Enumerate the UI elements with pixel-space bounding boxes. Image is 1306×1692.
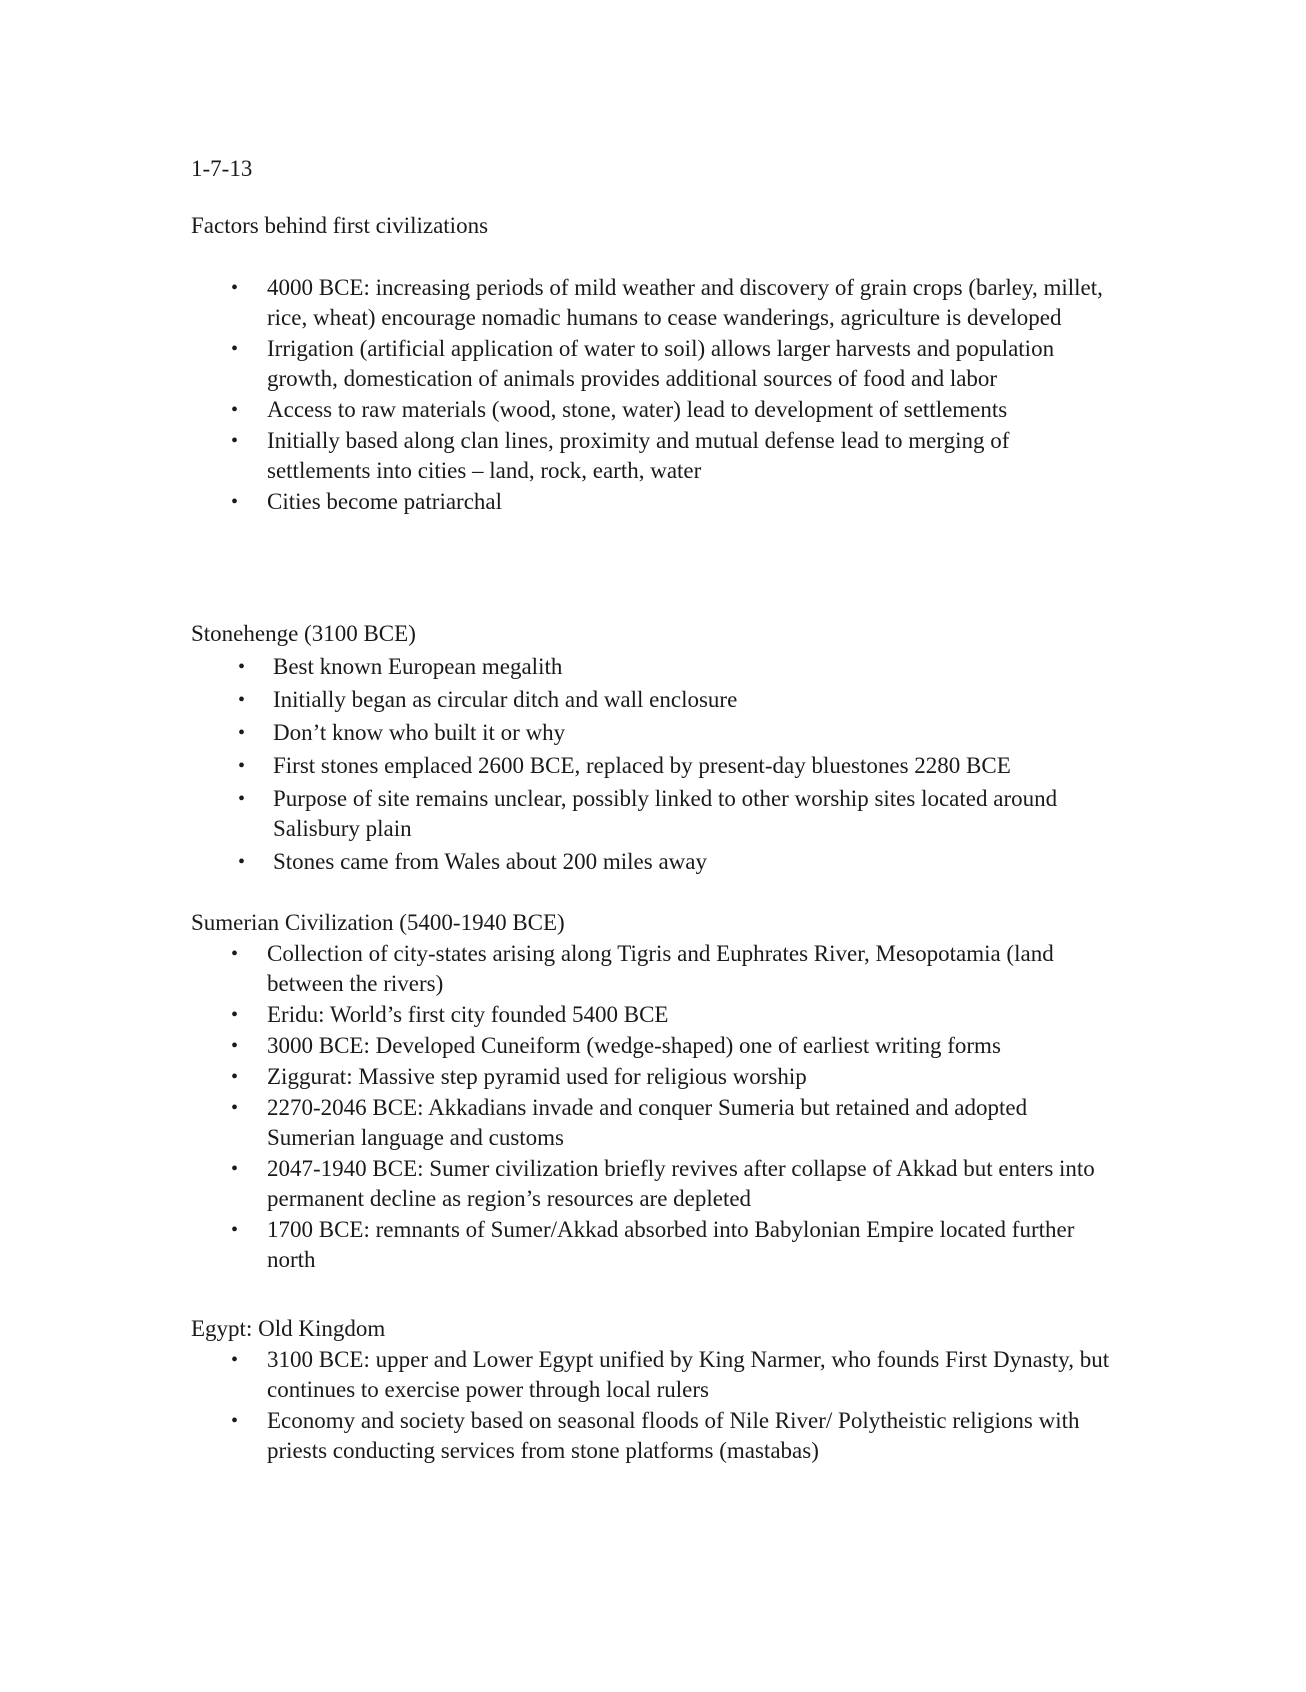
bullet-icon: • bbox=[238, 788, 246, 810]
bullet-icon: • bbox=[231, 1158, 239, 1180]
list-item bbox=[191, 487, 1111, 517]
list-item bbox=[191, 652, 1111, 682]
bullet-icon: • bbox=[231, 1004, 239, 1026]
list-item bbox=[191, 1345, 1111, 1405]
list-item bbox=[191, 784, 1111, 844]
bullet-list bbox=[191, 652, 1111, 877]
bullet-list bbox=[191, 273, 1111, 517]
list-item bbox=[191, 426, 1111, 486]
list-item bbox=[191, 334, 1111, 394]
list-item-text: Stones came from Wales about 200 miles away bbox=[273, 849, 707, 874]
bullet-icon: • bbox=[231, 1066, 239, 1088]
list-item-text: Purpose of site remains unclear, possibly linked to other worship sites located around Salisbury plain bbox=[273, 786, 1058, 841]
list-item bbox=[191, 1406, 1111, 1466]
bullet-icon: • bbox=[231, 1349, 239, 1371]
list-item-text: Irrigation (artificial application of water to soil) allows larger harvests and population growth, domestication of animals provides additional sources of food and labor bbox=[267, 336, 1055, 391]
bullet-icon: • bbox=[231, 277, 239, 299]
list-item bbox=[191, 1031, 1111, 1061]
bullet-icon: • bbox=[231, 430, 239, 452]
list-item-text: Economy and society based on seasonal floods of Nile River/ Polytheistic religions with priests conducting services from stone platforms (mastabas) bbox=[267, 1408, 1080, 1463]
section-heading: Egypt: Old Kingdom bbox=[191, 1316, 386, 1341]
bullet-icon: • bbox=[231, 338, 239, 360]
list-item-text: Eridu: World’s first city founded 5400 BCE bbox=[267, 1002, 669, 1027]
list-item-text: 4000 BCE: increasing periods of mild weather and discovery of grain crops (barley, millet, rice, wheat) encourage nomadic humans to cease wanderings, agriculture is developed bbox=[267, 275, 1103, 330]
bullet-icon: • bbox=[231, 399, 239, 421]
list-item-text: 2047-1940 BCE: Sumer civilization briefly revives after collapse of Akkad but enters into permanent decline as region’s resources are depleted bbox=[267, 1156, 1095, 1211]
list-item-text: Initially based along clan lines, proximity and mutual defense lead to merging of settlements into cities – land, rock, earth, water bbox=[267, 428, 1010, 483]
bullet-icon: • bbox=[238, 722, 246, 744]
list-item-text: Don’t know who built it or why bbox=[273, 720, 566, 745]
list-item bbox=[191, 847, 1111, 877]
section-heading: Sumerian Civilization (5400-1940 BCE) bbox=[191, 910, 565, 935]
section-heading: Stonehenge (3100 BCE) bbox=[191, 621, 416, 646]
bullet-icon: • bbox=[231, 1097, 239, 1119]
list-item bbox=[191, 1215, 1111, 1275]
list-item bbox=[191, 685, 1111, 715]
list-item bbox=[191, 1093, 1111, 1153]
list-item bbox=[191, 1062, 1111, 1092]
list-item bbox=[191, 273, 1111, 333]
bullet-icon: • bbox=[231, 943, 239, 965]
list-item bbox=[191, 718, 1111, 748]
bullet-icon: • bbox=[231, 1035, 239, 1057]
section-factors bbox=[191, 211, 1111, 518]
bullet-icon: • bbox=[238, 755, 246, 777]
list-item bbox=[191, 1154, 1111, 1214]
bullet-icon: • bbox=[231, 1410, 239, 1432]
section-sumerian bbox=[191, 908, 1111, 1275]
list-item-text: Cities become patriarchal bbox=[267, 489, 503, 514]
list-item-text: Collection of city-states arising along Tigris and Euphrates River, Mesopotamia (land between the rivers) bbox=[267, 941, 1054, 996]
section-egypt bbox=[191, 1314, 1111, 1466]
list-item-text: Initially began as circular ditch and wall enclosure bbox=[273, 687, 738, 712]
list-item bbox=[191, 395, 1111, 425]
list-item-text: Ziggurat: Massive step pyramid used for religious worship bbox=[267, 1064, 807, 1089]
list-item bbox=[191, 939, 1111, 999]
section-stonehenge bbox=[191, 619, 1111, 877]
bullet-list bbox=[191, 939, 1111, 1275]
list-item-text: 3100 BCE: upper and Lower Egypt unified by King Narmer, who founds First Dynasty, but continues to exercise power through local rulers bbox=[267, 1347, 1110, 1402]
list-item bbox=[191, 1000, 1111, 1030]
list-item-text: 2270-2046 BCE: Akkadians invade and conquer Sumeria but retained and adopted Sumerian language and customs bbox=[267, 1095, 1028, 1150]
note-date: 1-7-13 bbox=[191, 156, 253, 181]
bullet-icon: • bbox=[231, 1219, 239, 1241]
list-item-text: Best known European megalith bbox=[273, 654, 563, 679]
list-item bbox=[191, 751, 1111, 781]
list-item-text: 3000 BCE: Developed Cuneiform (wedge-shaped) one of earliest writing forms bbox=[267, 1033, 1001, 1058]
section-heading: Factors behind first civilizations bbox=[191, 213, 489, 238]
list-item-text: First stones emplaced 2600 BCE, replaced by present-day bluestones 2280 BCE bbox=[273, 753, 1011, 778]
list-item-text: Access to raw materials (wood, stone, water) lead to development of settlements bbox=[267, 397, 1008, 422]
bullet-icon: • bbox=[238, 656, 246, 678]
bullet-list bbox=[191, 1345, 1111, 1466]
bullet-icon: • bbox=[231, 491, 239, 513]
bullet-icon: • bbox=[238, 851, 246, 873]
bullet-icon: • bbox=[238, 689, 246, 711]
list-item-text: 1700 BCE: remnants of Sumer/Akkad absorbed into Babylonian Empire located further north bbox=[267, 1217, 1075, 1272]
